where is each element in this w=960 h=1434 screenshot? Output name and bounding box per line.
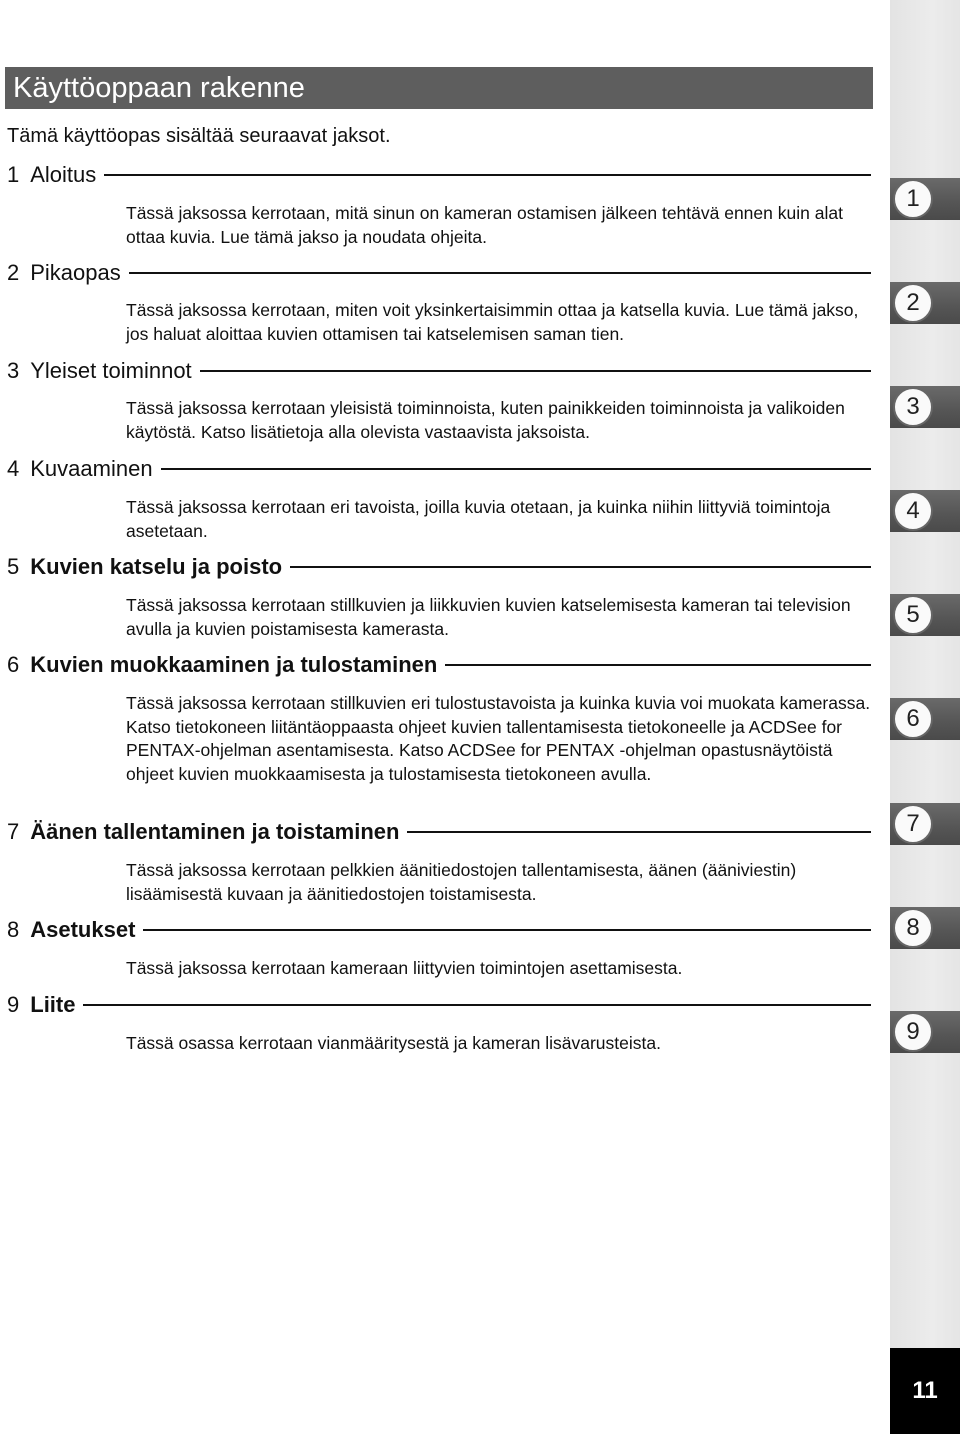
leader-rule: [290, 566, 871, 568]
leader-rule: [83, 1004, 871, 1006]
section-description-3: Tässä jaksossa kerrotaan yleisistä toiminnoista, kuten painikkeiden toiminnoista ja valikoiden käytöstä. Katso lisätietoja alla olevista vastaavista jaksoista.: [126, 398, 845, 442]
section-heading-2: [7, 259, 873, 287]
section-heading-7: [7, 818, 873, 846]
leader-rule: [407, 831, 871, 833]
leader-rule: [143, 929, 871, 931]
section-description-6: Tässä jaksossa kerrotaan stillkuvien eri tulostustavoista ja kuinka kuvia voi muokata kamerassa. Katso tietokoneen liitäntäoppaasta ohjeet kuvien tallentamisesta tietokoneelle ja ACDSee for PENTAX-ohjelman asentamisesta. Katso ACDSee for PENTAX -ohjelman opastusnäytöistä ohjeet kuvien muokkaamisesta ja tulostamisesta tietokoneen avulla.: [126, 693, 871, 784]
chapter-tab-8[interactable]: 8: [893, 908, 933, 948]
intro-text: Tämä käyttöopas sisältää seuraavat jaksot.: [7, 125, 391, 147]
page-title: Käyttöoppaan rakenne: [5, 67, 873, 109]
section-description-5: Tässä jaksossa kerrotaan stillkuvien ja liikkuvien kuvien katselemisesta kameran tai television avulla ja kuvien poistamisesta kamerasta.: [126, 595, 851, 639]
section-title: Kuvaaminen: [30, 456, 153, 481]
section-description-9: Tässä osassa kerrotaan vianmääritysestä ja kameran lisävarusteista.: [126, 1033, 661, 1053]
section-number: 4: [7, 456, 20, 481]
chapter-tab-9[interactable]: 9: [893, 1012, 933, 1052]
section-title: Kuvien katselu ja poisto: [30, 554, 283, 579]
section-description-7: Tässä jaksossa kerrotaan pelkkien äänitiedostojen tallentamisesta, äänen (ääniviestin) lisäämisestä kuvaan ja äänitiedostojen toistamisesta.: [126, 860, 797, 904]
section-title: Asetukset: [30, 917, 136, 942]
chapter-tab-5[interactable]: 5: [893, 595, 933, 635]
chapter-tab-4[interactable]: 4: [893, 491, 933, 531]
section-heading-6: [7, 651, 873, 679]
section-number: 8: [7, 917, 20, 942]
section-heading-1: [7, 161, 873, 189]
chapter-tab-7[interactable]: 7: [893, 804, 933, 844]
page-number: 11: [890, 1348, 960, 1434]
leader-rule: [129, 272, 871, 274]
section-heading-8: [7, 916, 873, 944]
chapter-tab-3[interactable]: 3: [893, 387, 933, 427]
section-description-1: Tässä jaksossa kerrotaan, mitä sinun on kameran ostamisen jälkeen tehtävä ennen kuin alat ottaa kuvia. Lue tämä jakso ja noudata ohjeita.: [126, 203, 843, 247]
leader-rule: [104, 174, 871, 176]
section-title: Yleiset toiminnot: [30, 358, 192, 383]
section-heading-4: [7, 455, 873, 483]
section-number: 5: [7, 554, 20, 579]
section-title: Aloitus: [30, 162, 97, 187]
section-heading-5: [7, 553, 873, 581]
section-description-2: Tässä jaksossa kerrotaan, miten voit yksinkertaisimmin ottaa ja katsella kuvia. Lue tämä jakso, jos haluat aloittaa kuvien ottamisen tai katselemisen saman tien.: [126, 300, 859, 344]
section-number: 6: [7, 652, 20, 677]
section-number: 2: [7, 260, 20, 285]
leader-rule: [200, 370, 871, 372]
section-number: 3: [7, 358, 20, 383]
section-number: 7: [7, 819, 20, 844]
section-heading-3: [7, 357, 873, 385]
section-heading-9: [7, 991, 873, 1019]
chapter-tab-1[interactable]: 1: [893, 179, 933, 219]
section-description-4: Tässä jaksossa kerrotaan eri tavoista, joilla kuvia otetaan, ja kuinka niihin liittyviä toimintoja asetetaan.: [126, 497, 831, 541]
leader-rule: [161, 468, 871, 470]
section-title: Pikaopas: [30, 260, 121, 285]
section-number: 9: [7, 992, 20, 1017]
section-number: 1: [7, 162, 20, 187]
section-description-8: Tässä jaksossa kerrotaan kameraan liittyvien toimintojen asettamisesta.: [126, 958, 683, 978]
section-title: Liite: [30, 992, 76, 1017]
chapter-tab-6[interactable]: 6: [893, 699, 933, 739]
leader-rule: [445, 664, 871, 666]
section-title: Äänen tallentaminen ja toistaminen: [30, 819, 400, 844]
section-title: Kuvien muokkaaminen ja tulostaminen: [30, 652, 438, 677]
chapter-tab-2[interactable]: 2: [893, 283, 933, 323]
